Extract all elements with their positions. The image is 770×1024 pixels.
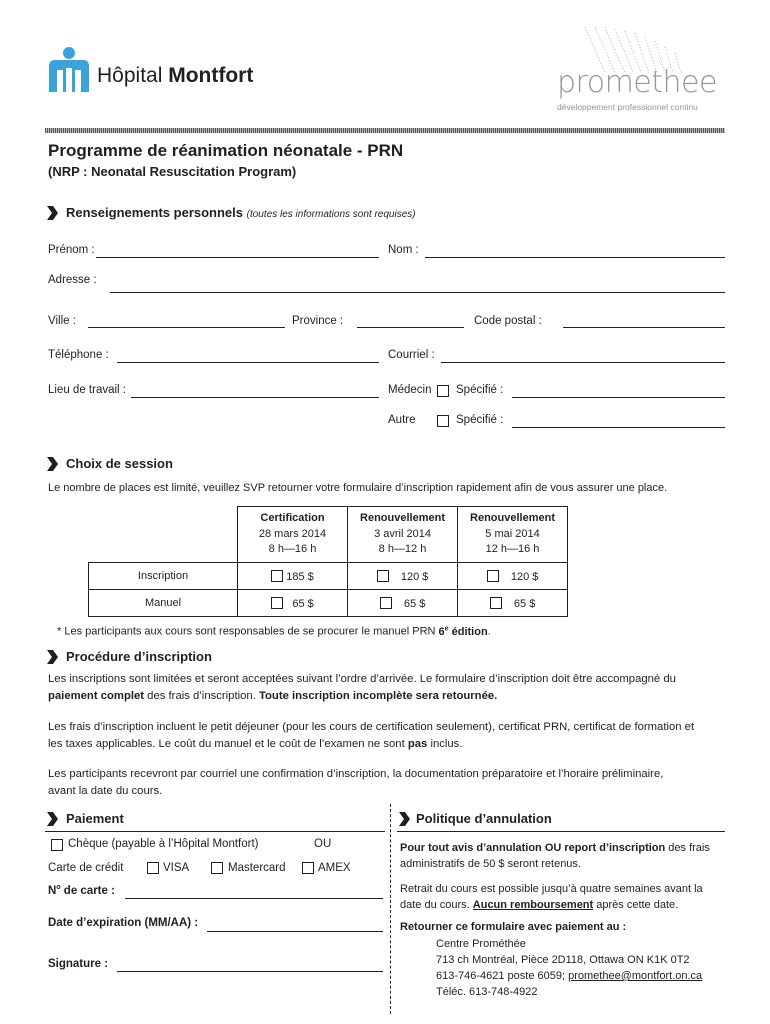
inscription-option-3[interactable] [458,563,568,590]
section-arrow-icon [47,650,58,664]
procedure-p1-line1: Les inscriptions sont limitées et seront acceptées suivant l’ordre d’arrivée. Le formulaire d’inscription doit être accompagné du [48,673,676,685]
amex-checkbox[interactable] [302,862,314,874]
cancellation-p1-bold: Pour tout avis d’annulation OU report d’inscription [400,842,666,854]
session-col-2-date: 3 avril 2014 [374,527,431,540]
withdrawal-line2-start: date du cours. [400,899,473,911]
session-col-2 [348,507,458,563]
cancellation-policy [400,840,710,872]
address-line1: Centre Prométhée [436,938,526,950]
footnote-period: . [487,625,491,638]
card-number-n: N [48,884,57,897]
session-col-2-time: 8 h—12 h [378,543,427,556]
specifie-1-field[interactable] [512,397,725,398]
hospital-logo [45,46,275,96]
inscription-3-checkbox[interactable] [487,570,499,582]
procedure-p1-mid: des frais d’inscription. [144,689,259,702]
nom-label: Nom : [388,244,419,256]
procedure-paragraph-3 [48,766,728,799]
session-intro: Le nombre de places est limité, veuillez SVP retourner votre formulaire d’inscription rapidement afin de vous assurer une place. [48,482,668,494]
expiration-label: Date d’expiration (MM/AA) : [48,917,199,929]
code-postal-label: Code postal : [474,315,542,327]
telephone-label: Téléphone : [48,349,109,361]
session-col-1-title: Certification [260,512,325,525]
withdrawal-line2-end: après cette date. [593,899,679,911]
card-number-label [48,884,115,897]
nom-field[interactable] [425,257,725,258]
row-manuel-label: Manuel [89,590,238,617]
medecin-checkbox[interactable] [437,385,449,397]
inscription-3-price: 120 $ [510,570,539,583]
manuel-1-price: 65 $ [292,597,314,610]
manuel-1-checkbox[interactable] [271,597,283,609]
adresse-field[interactable] [110,292,725,293]
promethee-wordmark: promethee [557,65,717,100]
footnote-edition: 6 [438,625,445,638]
section-arrow-icon [47,812,58,826]
cancellation-heading: Politique d’annulation [416,811,552,826]
row-inscription-label: Inscription [89,563,238,590]
hospital-logo-icon [45,46,93,94]
inscription-option-1[interactable] [238,563,348,590]
procedure-p2-end: inclus. [427,737,463,750]
courriel-field[interactable] [441,362,725,363]
page-subtitle: (NRP : Neonatal Resuscitation Program) [48,164,297,179]
specifie-2-field[interactable] [512,427,725,428]
session-col-3 [458,507,568,563]
promethee-logo [555,25,717,115]
adresse-label: Adresse : [48,274,97,286]
personal-info-note: (toutes les informations sont requises) [246,209,416,220]
session-heading: Choix de session [66,456,173,471]
procedure-p3-line1: Les participants recevront par courriel une confirmation d’inscription, la documentation préparatoire et l’horaire préliminaire, [48,768,664,780]
section-arrow-icon [47,457,58,471]
card-number-sup: o [56,884,61,891]
medecin-label: Médecin [388,384,432,396]
column-divider [390,804,391,1014]
manuel-option-3[interactable] [458,590,568,617]
inscription-option-2[interactable] [348,563,458,590]
lieu-travail-label: Lieu de travail : [48,384,126,396]
cancellation-p1-rest: des frais [665,842,710,854]
manuel-3-checkbox[interactable] [490,597,502,609]
footnote-text: * Les participants aux cours sont responsables de se procurer le manuel PRN [57,625,439,638]
visa-label: VISA [163,862,190,874]
ville-field[interactable] [88,327,285,328]
footnote-edition-word: édition [448,625,488,638]
amex-label: AMEX [318,862,351,874]
payment-heading: Paiement [66,811,124,826]
inscription-1-price: 185 $ [286,570,314,583]
return-heading: Retourner ce formulaire avec paiement au : [400,921,627,933]
signature-label: Signature : [48,958,109,970]
card-number-rest: de carte : [60,884,115,897]
inscription-2-checkbox[interactable] [377,570,389,582]
province-field[interactable] [357,327,464,328]
session-col-1 [238,507,348,563]
mastercard-label: Mastercard [228,862,286,874]
procedure-p2-line2: les taxes applicables. Le coût du manuel et le coût de l’examen ne sont [48,737,408,750]
courriel-label: Courriel : [388,349,435,361]
section-arrow-icon [399,812,410,826]
promethee-tagline: développement professionnel continu [557,102,698,112]
section-arrow-icon [47,206,58,220]
cancellation-heading-rule [397,831,725,832]
page-title: Programme de réanimation néonatale - PRN [48,141,404,160]
session-col-3-title: Renouvellement [470,512,555,525]
autre-checkbox[interactable] [437,415,449,427]
procedure-paragraph-2 [48,719,728,752]
procedure-p2-bold: pas [407,737,428,750]
credit-card-label: Carte de crédit [48,862,124,874]
address-phone: 613-746-4621 poste 6059; [436,970,569,982]
province-label: Province : [292,315,344,327]
procedure-p2-line1: Les frais d’inscription incluent le petit déjeuner (pour les cours de certification seulement), certificat PRN, certificat de formation et [48,721,695,733]
inscription-1-checkbox[interactable] [271,570,283,582]
card-number-field[interactable] [125,898,383,899]
manuel-3-price: 65 $ [513,597,536,610]
procedure-heading: Procédure d’inscription [66,649,212,664]
hospital-name-light: Hôpital [97,64,169,87]
withdrawal-line1: Retrait du cours est possible jusqu’à quatre semaines avant la [400,883,703,895]
specifie-1-label: Spécifié : [456,384,504,396]
lieu-travail-field[interactable] [131,397,379,398]
prenom-label: Prénom : [48,244,95,256]
hospital-name-bold: Montfort [168,64,254,87]
return-address [436,936,702,1000]
procedure-paragraph-1 [48,671,728,704]
address-fax: Téléc. 613-748-4922 [436,986,538,998]
manuel-option-1[interactable] [238,590,348,617]
address-line2: 713 ch Montréal, Pièce 2D118, Ottawa ON K1K 0T2 [436,954,690,966]
session-col-3-time: 12 h—16 h [485,543,540,556]
cancellation-p1-line2: administratifs de 50 $ seront retenus. [400,858,581,870]
session-col-2-title: Renouvellement [360,512,445,525]
inscription-2-price: 120 $ [400,570,429,583]
signature-field[interactable] [117,971,383,972]
manuel-option-2[interactable] [348,590,458,617]
specifie-2-label: Spécifié : [456,414,504,426]
session-table [88,506,568,617]
manual-footnote [57,625,491,638]
prenom-field[interactable] [96,257,379,258]
session-col-1-time: 8 h—16 h [268,543,317,556]
footnote-edition-sup: e [444,625,449,632]
session-col-3-date: 5 mai 2014 [485,527,540,540]
expiration-field[interactable] [207,931,383,932]
email-link[interactable]: promethee@montfort.on.ca [568,970,703,982]
manuel-2-checkbox[interactable] [380,597,392,609]
no-refund-text: Aucun remboursement [472,899,594,911]
manuel-2-price: 65 $ [403,597,426,610]
session-col-1-date: 28 mars 2014 [258,527,327,540]
autre-label: Autre [388,414,416,426]
telephone-field[interactable] [117,362,379,363]
procedure-p3-line2: avant la date du cours. [48,784,163,797]
ville-label: Ville : [48,315,76,327]
code-postal-field[interactable] [563,327,725,328]
personal-info-heading: Renseignements personnels [66,205,243,220]
ou-label: OU [314,838,332,850]
payment-heading-rule [45,831,385,832]
cheque-label: Chèque (payable à l’Hôpital Montfort) [68,838,259,850]
visa-checkbox[interactable] [147,862,159,874]
mastercard-checkbox[interactable] [211,862,223,874]
procedure-p1-bold-2: Toute inscription incomplète sera retournée. [258,689,498,702]
header-divider [45,128,725,133]
cheque-checkbox[interactable] [51,839,63,851]
procedure-p1-bold: paiement complet [48,689,145,702]
withdrawal-policy [400,881,703,913]
